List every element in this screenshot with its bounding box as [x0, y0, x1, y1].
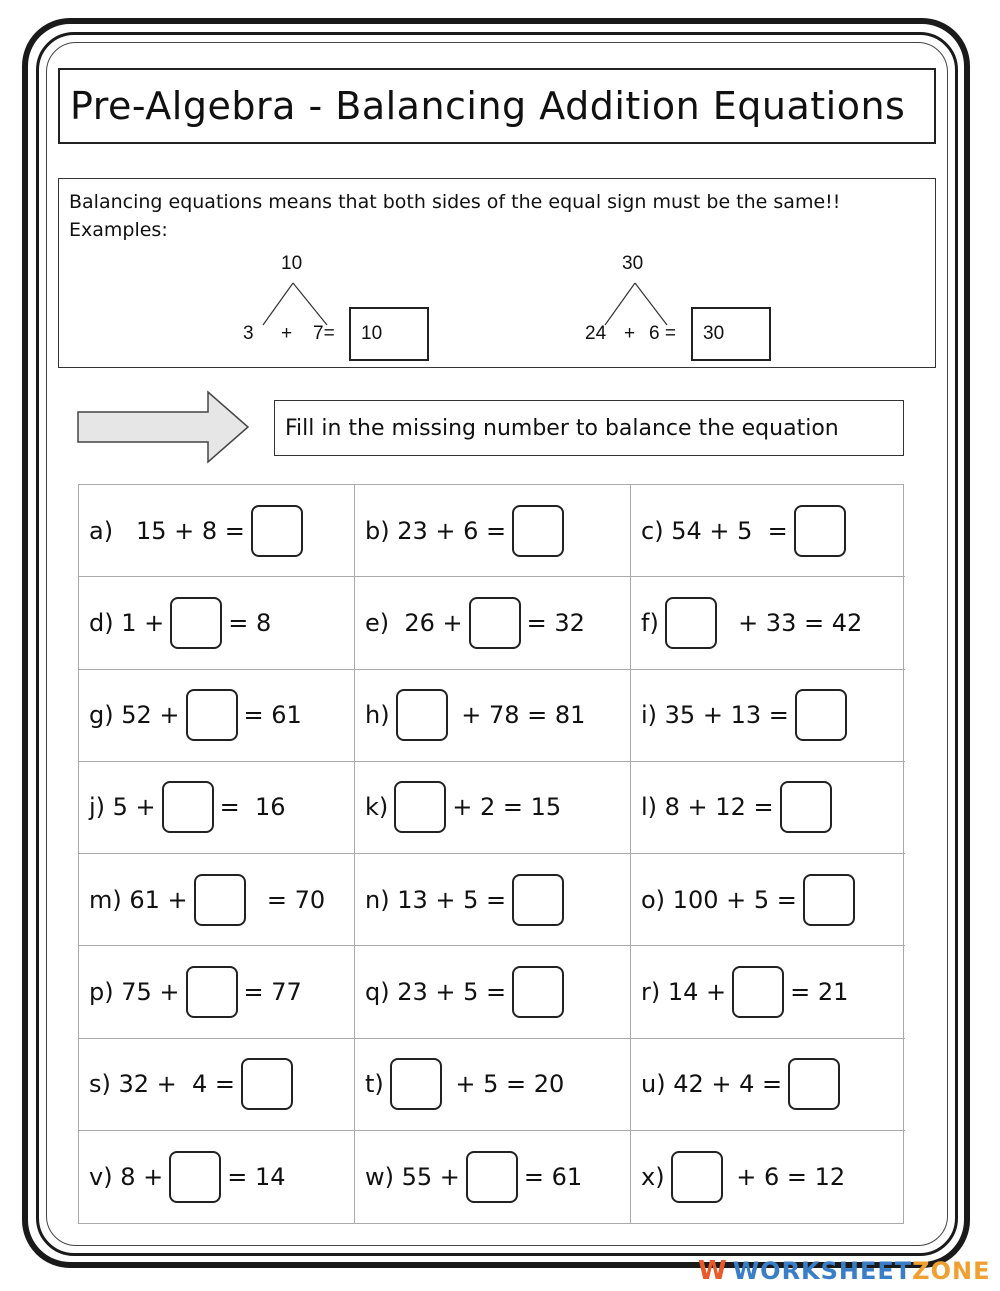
worksheetzone-logo — [698, 1256, 990, 1286]
intro-box — [58, 178, 936, 368]
problem-cell — [355, 946, 631, 1038]
problem-text: s) 32 + 4 = — [89, 1070, 236, 1099]
problem-cell — [79, 1039, 355, 1131]
problem-cell — [631, 854, 905, 946]
example-1-plus: + — [281, 323, 293, 344]
problem-cell — [355, 1039, 631, 1131]
intro-text: Balancing equations means that both sides of the equal sign must be the same!! — [69, 191, 841, 213]
logo-text-b: ZONE — [912, 1257, 991, 1285]
answer-box[interactable] — [795, 689, 847, 741]
problem-text: n) 13 + 5 = — [365, 885, 507, 914]
example-2-plus: + — [624, 323, 636, 344]
problem-text: e) 26 + — [365, 608, 463, 637]
problem-text: + 33 = 42 — [722, 608, 863, 637]
problem-text: x) — [641, 1162, 665, 1191]
problem-text: q) 23 + 5 = — [365, 977, 507, 1006]
problem-text: l) 8 + 12 = — [641, 793, 774, 822]
problem-text: k) — [365, 793, 389, 822]
problem-text: b) 23 + 6 = — [365, 516, 507, 545]
answer-box[interactable] — [794, 505, 846, 557]
example-1-right: 7= — [313, 323, 335, 344]
problem-cell — [355, 854, 631, 946]
example-2-top: 30 — [622, 253, 644, 274]
examples-label: Examples: — [69, 219, 168, 241]
problem-text: + 5 = 20 — [447, 1070, 565, 1099]
problem-cell — [79, 946, 355, 1038]
example-2-answer: 30 — [691, 307, 771, 361]
problem-text: = 14 — [227, 1162, 286, 1191]
problem-text: = 61 — [523, 1162, 583, 1191]
answer-box[interactable] — [803, 874, 855, 926]
example-2-left: 24 — [585, 323, 607, 344]
problem-text: w) 55 + — [365, 1162, 460, 1191]
answer-box[interactable] — [186, 966, 238, 1018]
answer-box[interactable] — [162, 781, 214, 833]
problem-cell — [79, 1131, 355, 1223]
answer-box[interactable] — [469, 597, 521, 649]
problem-cell — [631, 670, 905, 762]
answer-box[interactable] — [512, 966, 564, 1018]
problem-cell — [79, 854, 355, 946]
answer-box[interactable] — [780, 781, 832, 833]
problem-text: + 2 = 15 — [452, 793, 562, 822]
problem-cell — [631, 946, 905, 1038]
problem-cell — [631, 1039, 905, 1131]
answer-box[interactable] — [788, 1058, 840, 1110]
arrow-right-icon — [76, 388, 252, 466]
problem-cell — [631, 485, 905, 577]
problem-text: p) 75 + — [89, 977, 180, 1006]
problem-text: g) 52 + — [89, 701, 180, 730]
answer-box[interactable] — [170, 597, 222, 649]
problem-cell — [631, 577, 905, 669]
problem-text: = 61 — [243, 701, 302, 730]
problem-text: = 77 — [243, 977, 302, 1006]
problem-text: i) 35 + 13 = — [641, 701, 789, 730]
example-1-left: 3 — [243, 323, 254, 344]
answer-box[interactable] — [671, 1151, 723, 1203]
problem-text: t) — [365, 1070, 384, 1099]
answer-box[interactable] — [665, 597, 717, 649]
problem-text: o) 100 + 5 = — [641, 885, 797, 914]
answer-box[interactable] — [194, 874, 246, 926]
problem-text: + 78 = 81 — [453, 701, 586, 730]
problem-text: u) 42 + 4 = — [641, 1070, 783, 1099]
title-box — [58, 68, 936, 144]
answer-box[interactable] — [512, 874, 564, 926]
problem-cell — [355, 762, 631, 854]
problem-cell — [355, 670, 631, 762]
problem-cell — [355, 1131, 631, 1223]
answer-box[interactable] — [396, 689, 448, 741]
answer-box[interactable] — [512, 505, 564, 557]
example-1-answer: 10 — [349, 307, 429, 361]
problem-text: + 6 = 12 — [728, 1162, 846, 1191]
problem-text: h) — [365, 701, 390, 730]
problem-text: m) 61 + — [89, 885, 188, 914]
problem-text: j) 5 + — [89, 793, 156, 822]
problem-cell — [79, 485, 355, 577]
answer-box[interactable] — [732, 966, 784, 1018]
problem-cell — [79, 577, 355, 669]
problem-cell — [79, 762, 355, 854]
answer-box[interactable] — [466, 1151, 518, 1203]
answer-box[interactable] — [241, 1058, 293, 1110]
example-1-top: 10 — [281, 253, 303, 274]
instruction-box — [274, 400, 904, 456]
example-2-branches — [599, 281, 679, 327]
problem-text: = 8 — [228, 608, 272, 637]
answer-box[interactable] — [390, 1058, 442, 1110]
problem-text: r) 14 + — [641, 977, 727, 1006]
problem-text: f) — [641, 608, 659, 637]
problem-grid — [78, 484, 904, 1224]
problem-text: = 21 — [790, 977, 849, 1006]
page-title: Pre-Algebra - Balancing Addition Equations — [70, 84, 906, 128]
problem-text: d) 1 + — [89, 608, 165, 637]
answer-box[interactable] — [394, 781, 446, 833]
problem-text: = 70 — [251, 885, 326, 914]
answer-box[interactable] — [251, 505, 303, 557]
problem-text: c) 54 + 5 = — [641, 516, 788, 545]
logo-mark: W — [698, 1256, 727, 1286]
instruction-text: Fill in the missing number to balance the equation — [285, 415, 839, 441]
problem-cell — [355, 577, 631, 669]
problem-text: = 32 — [526, 608, 585, 637]
answer-box[interactable] — [169, 1151, 221, 1203]
problem-text: v) 8 + — [89, 1162, 164, 1191]
problem-text: = 16 — [219, 793, 286, 822]
problem-text: a) 15 + 8 = — [89, 516, 245, 545]
problem-cell — [631, 762, 905, 854]
example-1-branches — [259, 281, 339, 327]
problem-cell — [355, 485, 631, 577]
answer-box[interactable] — [186, 689, 238, 741]
problem-cell — [631, 1131, 905, 1223]
logo-text-a: WORKSHEET — [732, 1257, 913, 1285]
example-2-right: 6 = — [649, 323, 676, 344]
problem-cell — [79, 670, 355, 762]
